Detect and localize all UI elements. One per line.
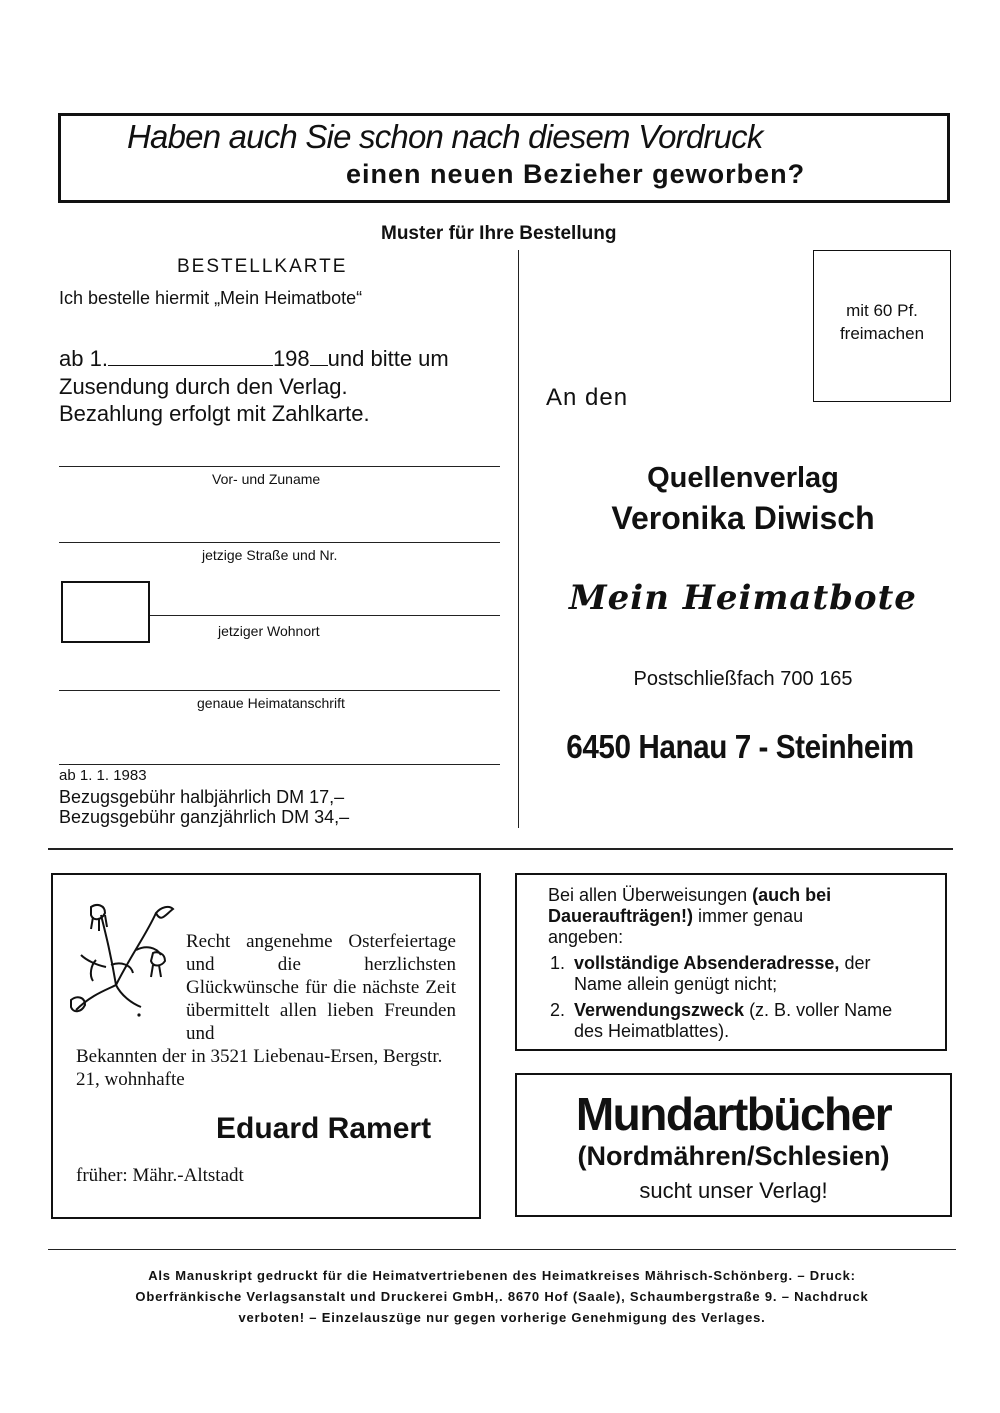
recipient-prefix: An den <box>546 384 629 411</box>
footer-divider <box>48 1249 956 1250</box>
info-intro-line2 <box>548 906 803 927</box>
home-address-field-line[interactable] <box>59 690 500 691</box>
imprint-line1: Als Manuskript gedruckt für die Heimatvertriebenen des Heimatkreises Mährisch-Schönberg. – Druck: <box>148 1268 856 1283</box>
info-intro-line1 <box>548 885 831 906</box>
dialect-books-request: sucht unser Verlag! <box>639 1178 828 1203</box>
imprint-line3: verboten! – Einzelauszüge nur gegen vorherige Genehmigung des Verlages. <box>238 1310 766 1325</box>
newspaper-logo: Mein Heimatbote <box>569 578 917 618</box>
info-intro-line3: angeben: <box>548 927 624 947</box>
header-question-line2: einen neuen Bezieher geworben? <box>346 159 806 189</box>
card-divider <box>518 250 519 828</box>
imprint-footer <box>48 1265 956 1328</box>
dialect-books-title: Mundartbücher <box>575 1088 892 1140</box>
header-box <box>58 113 950 203</box>
sender-name: Eduard Ramert <box>216 1112 432 1145</box>
city-address: 6450 Hanau 7 - Steinheim <box>566 728 914 765</box>
price-full-year: Bezugsgebühr ganzjährlich DM 34,– <box>59 807 350 827</box>
info-item2-number: 2. <box>550 1000 566 1020</box>
info-item1 <box>574 953 870 974</box>
price-half-year: Bezugsgebühr halbjährlich DM 17,– <box>59 787 345 807</box>
info-item1-bold: vollständige Absenderadresse, <box>574 953 840 973</box>
price-valid-from: ab 1. 1. 1983 <box>59 767 147 784</box>
info-item2-rest: (z. B. voller Name <box>744 1000 893 1020</box>
start-prefix: ab 1. <box>59 346 108 371</box>
publisher-name: Quellenverlag <box>647 462 839 494</box>
greeting-text-continued: Bekannten der in 3521 Liebenau-Ersen, Bergstr. 21, wohnhafte <box>76 1046 443 1090</box>
bestellkarte-order-line: Ich bestelle hiermit „Mein Heimatbote“ <box>59 288 363 308</box>
name-field-line[interactable] <box>59 466 500 467</box>
bestellkarte-payment: Bezahlung erfolgt mit Zahlkarte. <box>59 401 370 426</box>
dialect-books-region: (Nordmähren/Schlesien) <box>577 1141 890 1171</box>
greeting-text: Recht angenehme Osterfeiertage und die herzlichsten Glückwünsche für die nächste Zeit übermittelt allen lieben Freunden und <box>186 931 456 1044</box>
bestellkarte-delivery: Zusendung durch den Verlag. <box>59 374 348 399</box>
start-year: 198 <box>272 346 310 371</box>
stamp-box <box>813 250 951 402</box>
info-item2 <box>574 1000 892 1021</box>
start-date-blank[interactable] <box>108 349 273 366</box>
city-field-line[interactable] <box>150 615 500 616</box>
info-item1-number: 1. <box>550 953 566 973</box>
bestellkarte-title: BESTELLKARTE <box>177 256 348 277</box>
sender-former-residence: früher: Mähr.-Altstadt <box>76 1165 244 1186</box>
home-address-field-label: genaue Heimatanschrift <box>197 695 345 711</box>
transfer-info-box <box>515 873 947 1051</box>
section-divider <box>48 848 953 850</box>
start-suffix: und bitte um <box>327 346 449 371</box>
info-item2-bold: Verwendungszweck <box>574 1000 745 1020</box>
postal-code-box[interactable] <box>61 581 150 643</box>
po-box: Postschließfach 700 165 <box>633 668 853 690</box>
start-year-blank[interactable] <box>310 349 328 366</box>
bestellkarte-start-line <box>59 346 449 372</box>
publisher-person: Veronika Diwisch <box>611 500 875 536</box>
street-field-line[interactable] <box>59 542 500 543</box>
stamp-text-2: freimachen <box>839 324 925 343</box>
name-field-label: Vor- und Zuname <box>212 471 321 487</box>
info-intro-a: Bei allen Überweisungen <box>548 885 753 905</box>
signature-line[interactable] <box>59 764 500 765</box>
info-intro-d: immer genau <box>693 906 804 926</box>
snowdrop-flower-icon <box>61 895 181 1025</box>
imprint-line2: Oberfränkische Verlagsanstalt und Druckerei GmbH,. 8670 Hof (Saale), Schaumbergstraße 9. – Nachdruck <box>135 1289 869 1304</box>
info-item1-rest: der <box>839 953 871 973</box>
info-item1-continued: Name allein genügt nicht; <box>574 974 778 994</box>
stamp-text-1: mit 60 Pf. <box>846 301 918 320</box>
header-question-line1: Haben auch Sie schon nach diesem Vordruck <box>127 118 763 155</box>
street-field-label: jetzige Straße und Nr. <box>202 547 338 563</box>
easter-greeting-box <box>51 873 481 1219</box>
dialect-books-box <box>515 1073 952 1217</box>
info-item2-continued: des Heimatblattes). <box>574 1021 730 1041</box>
info-intro-b: (auch bei <box>752 885 832 905</box>
city-field-label: jetziger Wohnort <box>218 623 320 639</box>
muster-heading: Muster für Ihre Bestellung <box>381 223 617 244</box>
info-intro-c: Daueraufträgen!) <box>548 906 694 926</box>
